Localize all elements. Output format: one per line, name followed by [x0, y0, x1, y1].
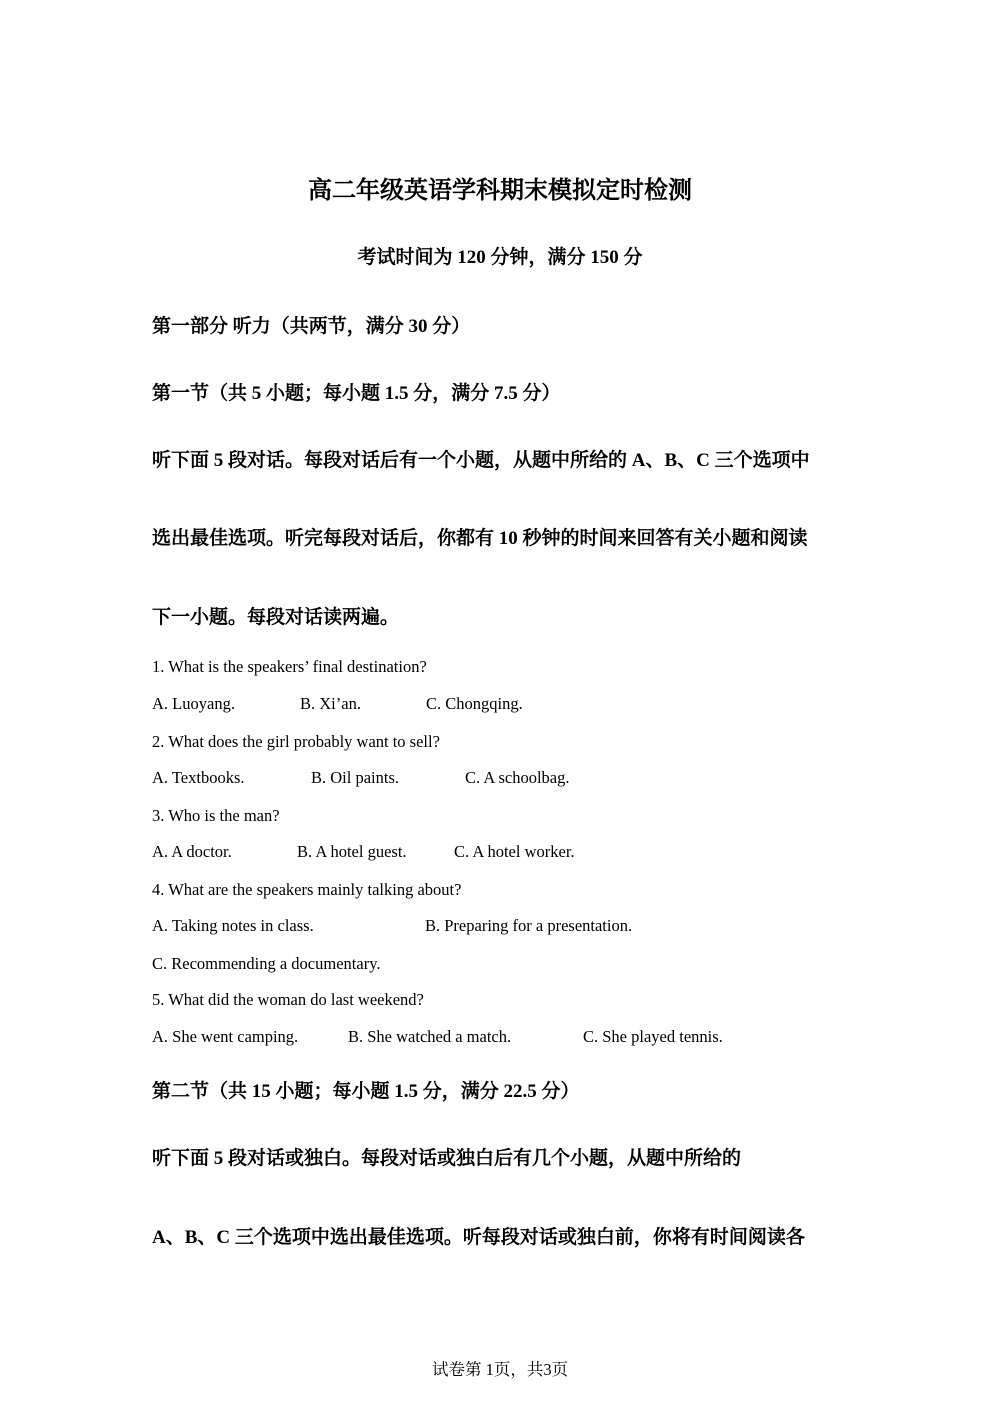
question-4-option-c: C. Recommending a documentary.: [152, 954, 381, 973]
option-c: C. She played tennis.: [583, 1027, 723, 1046]
question-3: 3. Who is the man?: [152, 806, 280, 825]
section2-heading: 第二节（共 15 小题；每小题 1.5 分，满分 22.5 分）: [152, 1081, 580, 1102]
section2-instruction-line: A、B、C 三个选项中选出最佳选项。听每段对话或独白前，你将有时间阅读各: [152, 1227, 805, 1248]
section1-heading: 第一节（共 5 小题；每小题 1.5 分，满分 7.5 分）: [152, 383, 561, 404]
question-4: 4. What are the speakers mainly talking about?: [152, 880, 462, 899]
question-1: 1. What is the speakers’ final destination?: [152, 657, 427, 676]
section1-instruction-line: 听下面 5 段对话。每段对话后有一个小题，从题中所给的 A、B、C 三个选项中: [152, 450, 810, 471]
page-footer: 试卷第 1页，共3页: [431, 1360, 569, 1379]
exam-info: 考试时间为 120 分钟，满分 150 分: [357, 247, 643, 268]
option-c: C. A schoolbag.: [465, 768, 570, 787]
section2-instruction-line: 听下面 5 段对话或独白。每段对话或独白后有几个小题，从题中所给的: [152, 1148, 742, 1169]
option-b: B. Xi’an.: [300, 694, 361, 713]
page-title: 高二年级英语学科期末模拟定时检测: [308, 176, 692, 204]
part1-heading: 第一部分 听力（共两节，满分 30 分）: [152, 316, 471, 337]
question-5: 5. What did the woman do last weekend?: [152, 990, 424, 1009]
option-a: A. A doctor.: [152, 842, 232, 861]
section1-instruction-line: 下一小题。每段对话读两遍。: [152, 607, 400, 628]
option-b: B. Oil paints.: [311, 768, 400, 787]
option-a: A. Taking notes in class.: [152, 916, 314, 935]
section1-instruction-line: 选出最佳选项。听完每段对话后，你都有 10 秒钟的时间来回答有关小题和阅读: [152, 528, 808, 549]
option-a: A. Luoyang.: [152, 694, 235, 713]
option-c: C. Chongqing.: [426, 694, 523, 713]
option-b: B. She watched a match.: [348, 1027, 512, 1046]
option-b: B. A hotel guest.: [297, 842, 407, 861]
question-2: 2. What does the girl probably want to sell?: [152, 732, 440, 751]
option-b: B. Preparing for a presentation.: [425, 916, 633, 935]
option-a: A. She went camping.: [152, 1027, 299, 1046]
option-a: A. Textbooks.: [152, 768, 245, 787]
option-c: C. A hotel worker.: [454, 842, 575, 861]
